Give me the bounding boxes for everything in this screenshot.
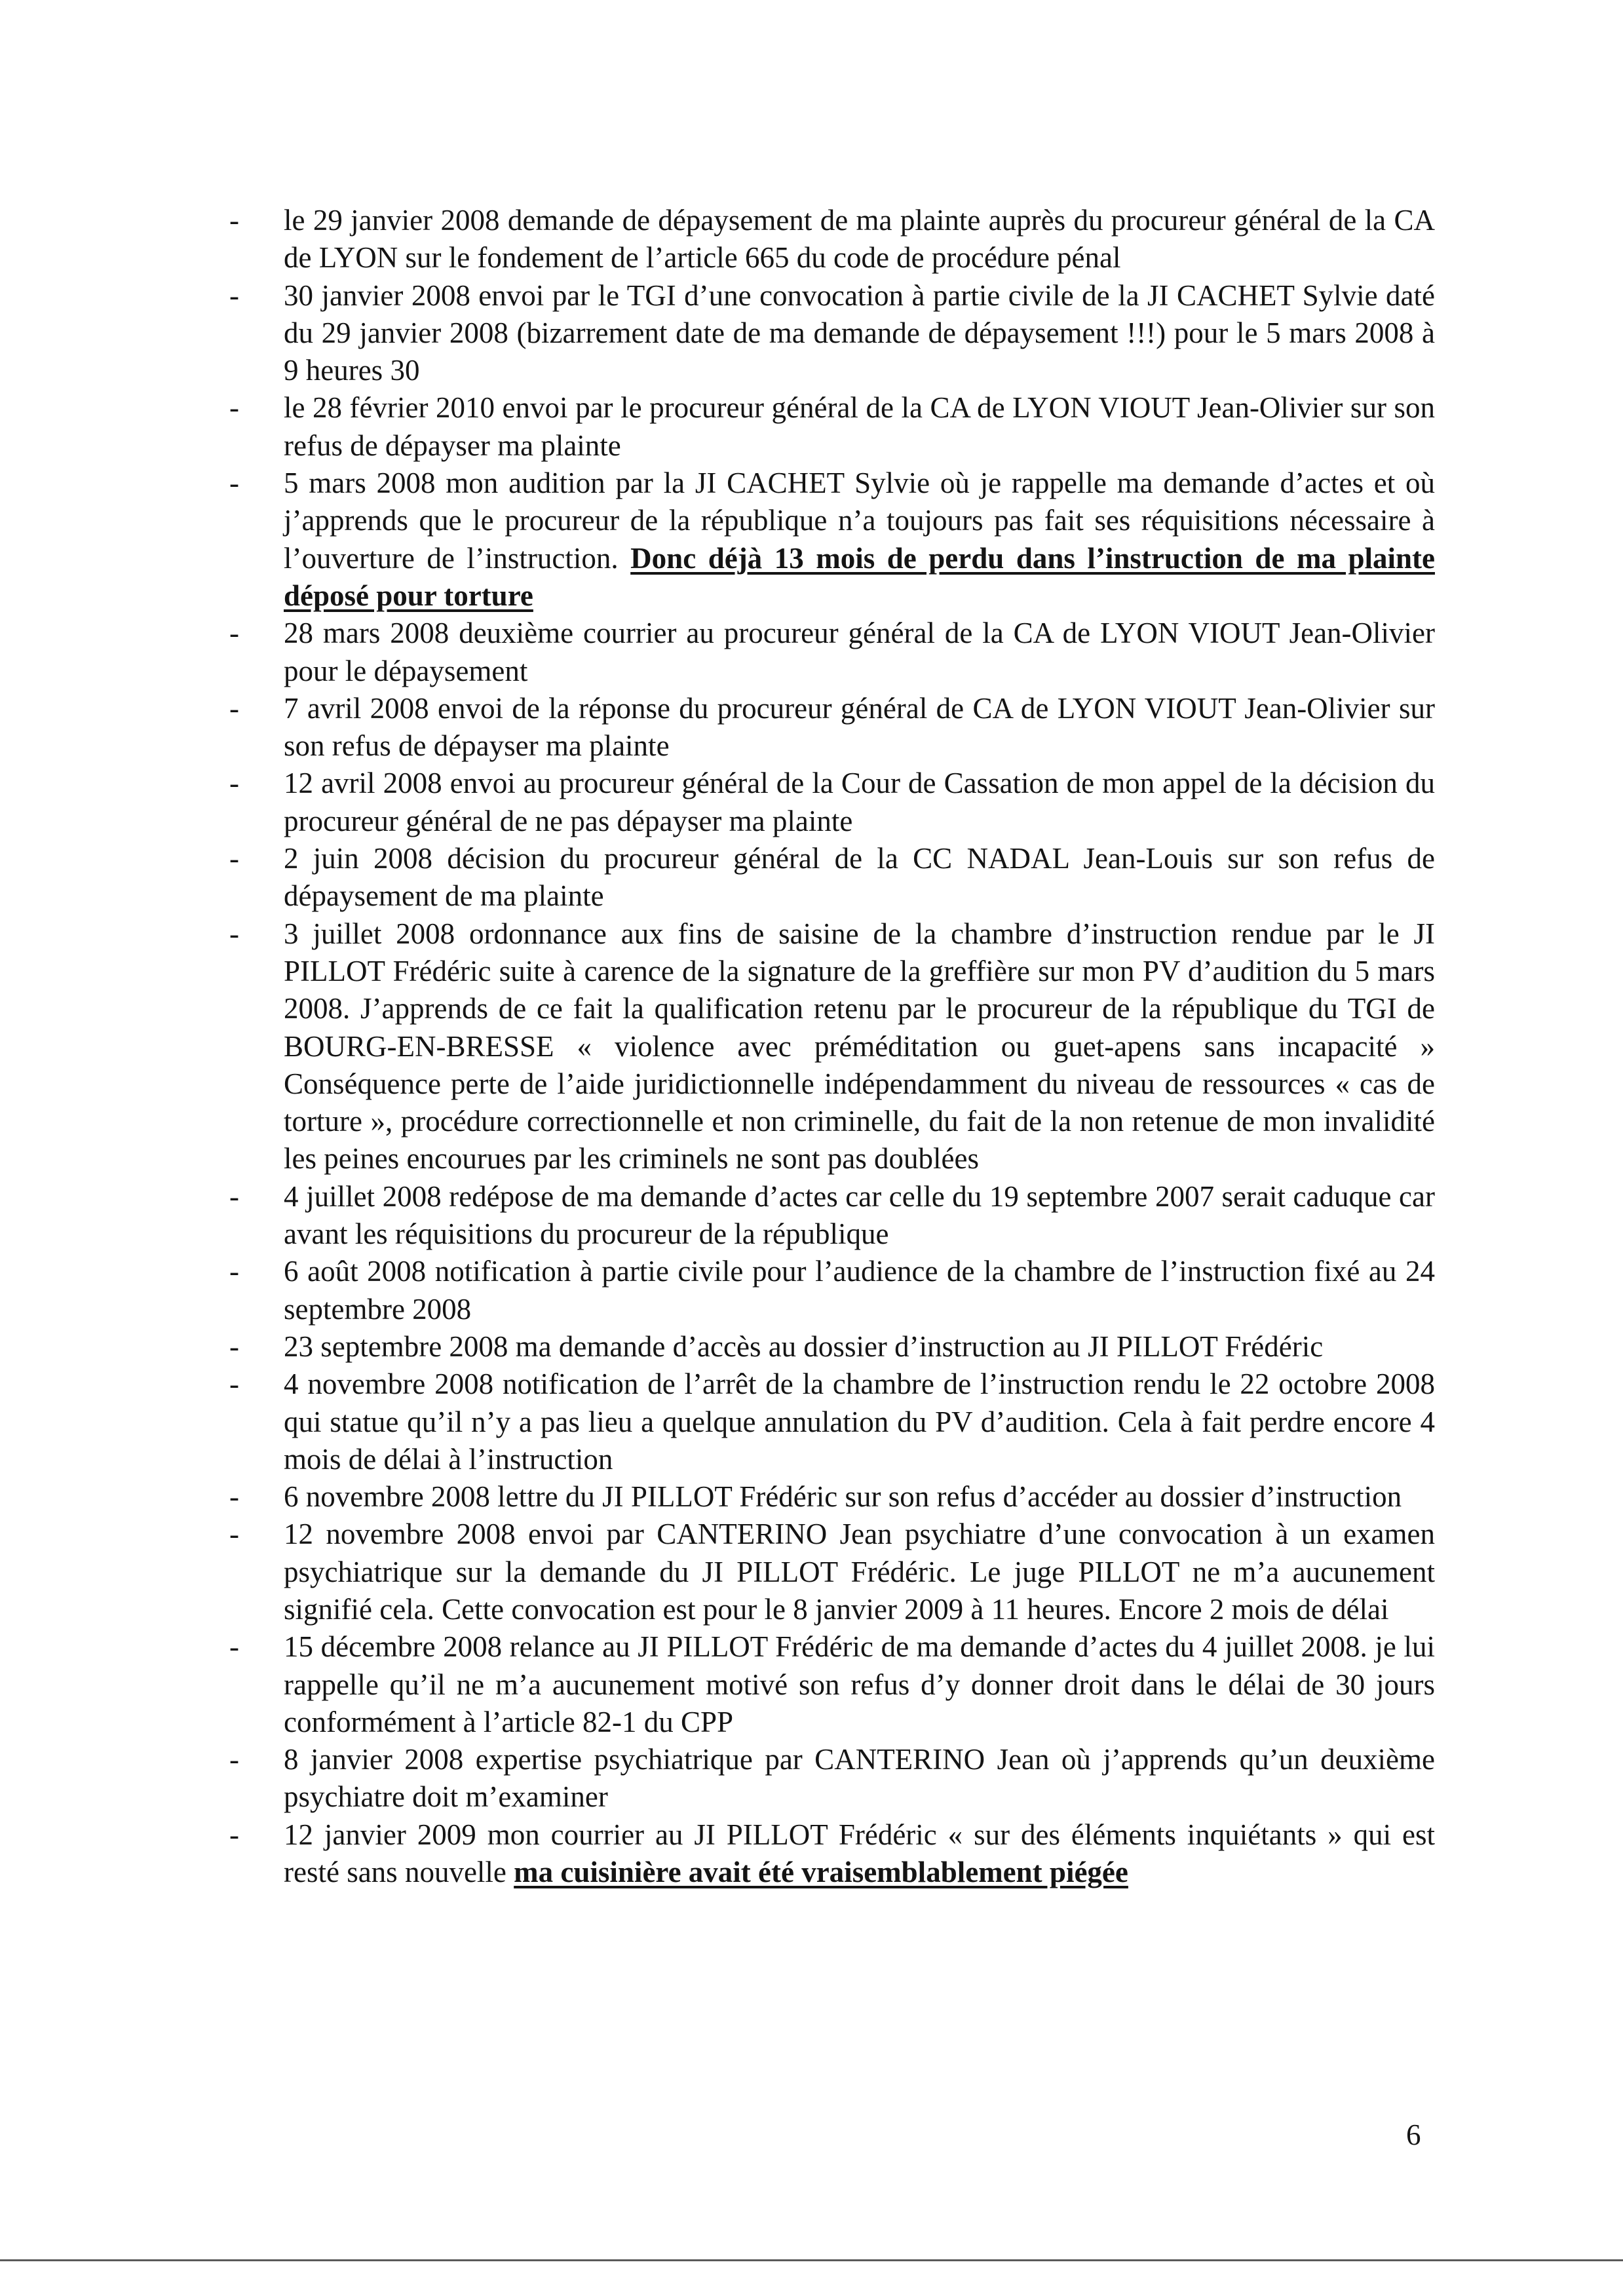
list-item-emphasis: ma cuisinière avait été vraisemblablement piégée [514,1856,1128,1889]
list-item-text: 4 juillet 2008 redépose de ma demande d’actes car celle du 19 septembre 2007 serait caduque car avant les réquisitions du procureur de la république [284,1179,1435,1251]
list-dash: - [229,1818,239,1851]
list-dash: - [229,917,239,950]
list-item [229,465,1435,615]
list-item-text: 15 décembre 2008 relance au JI PILLOT Frédéric de ma demande d’actes du 4 juillet 2008. je lui rappelle qu’il ne m’a aucunement motivé son refus d’y donner droit dans le délai de 30 jours conformément à l’article 82-1 du CPP [284,1630,1435,1738]
list-item [229,389,1435,465]
list-item [229,1628,1435,1741]
list-item-text: le 28 février 2010 envoi par le procureur général de la CA de LYON VIOUT Jean-Olivier sur son refus de dépayser ma plainte [284,391,1435,462]
list-item [229,915,1435,1178]
list-item-text: 4 novembre 2008 notification de l’arrêt de la chambre de l’instruction rendu le 22 octobre 2008 qui statue qu’il n’y a pas lieu a quelque annulation du PV d’audition. Cela à fait perdre encore 4 mois de délai à l’instruction [284,1368,1435,1476]
list-item-text: 5 mars 2008 mon audition par la JI CACHET Sylvie où je rappelle ma demande d’actes et où j’apprends que le procureur de la république n’a toujours pas fait ses réquisitions nécessaire à l’ouverture de l’instruction. [284,467,1435,575]
bottom-rule [0,2259,1623,2261]
list-item-text: 3 juillet 2008 ordonnance aux fins de saisine de la chambre d’instruction rendue par le JI PILLOT Frédéric suite à carence de la signature de la greffière sur mon PV d’audition du 5 mars 2008. J’apprends de ce fait la qualification retenu par le procureur de la république du TGI de BOURG-EN-BRESSE « violence avec préméditation ou guet-apens sans incapacité » Conséquence perte de l’aide juridictionnelle indépendamment du niveau de ressources « cas de torture », procédure correctionnelle et non criminelle, du fait de la non retenue de mon invalidité les peines encourues par les criminels ne sont pas doublées [284,917,1435,1176]
list-item-text: 6 novembre 2008 lettre du JI PILLOT Frédéric sur son refus d’accéder au dossier d’instruction [284,1480,1402,1514]
list-dash: - [229,617,239,650]
list-item-text: 7 avril 2008 envoi de la réponse du procureur général de CA de LYON VIOUT Jean-Olivier sur son refus de dépayser ma plainte [284,691,1435,763]
list-dash: - [229,204,239,237]
list-item [229,1178,1435,1253]
list-item-text: 8 janvier 2008 expertise psychiatrique par CANTERINO Jean où j’apprends qu’un deuxième psychiatre doit m’examiner [284,1743,1435,1814]
list-item [229,1516,1435,1628]
list-item-text: le 29 janvier 2008 demande de dépaysement de ma plainte auprès du procureur général de la CA de LYON sur le fondement de l’article 665 du code de procédure pénal [284,204,1435,275]
list-dash: - [229,691,239,725]
list-dash: - [229,1255,239,1288]
list-dash: - [229,1330,239,1363]
list-item-emphasis: Donc déjà 13 mois de perdu dans l’instruction de ma plainte déposé pour torture [284,541,1435,612]
list-item-text: 28 mars 2008 deuxième courrier au procureur général de la CA de LYON VIOUT Jean-Olivier pour le dépaysement [284,617,1435,687]
list-item [229,765,1435,840]
list-dash: - [229,1518,239,1551]
list-dash: - [229,1480,239,1514]
chronology-list [229,202,1435,1891]
list-item [229,840,1435,915]
list-dash: - [229,767,239,800]
list-item [229,1328,1435,1366]
list-item [229,1478,1435,1516]
list-item-text: 2 juin 2008 décision du procureur général de la CC NADAL Jean-Louis sur son refus de dépaysement de ma plainte [284,842,1435,913]
list-dash: - [229,278,239,312]
list-dash: - [229,1630,239,1664]
list-item [229,1741,1435,1816]
list-item [229,1253,1435,1328]
list-dash: - [229,391,239,425]
list-item [229,1816,1435,1892]
list-item [229,690,1435,765]
list-dash: - [229,467,239,500]
list-item-text: 6 août 2008 notification à partie civile pour l’audience de la chambre de l’instruction fixé au 24 septembre 2008 [284,1255,1435,1326]
list-item [229,277,1435,390]
list-dash: - [229,842,239,875]
list-item-text: 30 janvier 2008 envoi par le TGI d’une convocation à partie civile de la JI CACHET Sylvie daté du 29 janvier 2008 (bizarrement date de ma demande de dépaysement !!!) pour le 5 mars 2008 à 9 heures 30 [284,278,1435,387]
list-dash: - [229,1743,239,1776]
list-item [229,1366,1435,1478]
page-number: 6 [1406,2118,1421,2151]
list-dash: - [229,1179,239,1213]
list-item [229,615,1435,690]
list-item-text: 12 janvier 2009 mon courrier au JI PILLOT Frédéric « sur des éléments inquiétants » qui est resté sans nouvelle [284,1818,1435,1889]
list-item [229,202,1435,277]
list-item-text: 12 novembre 2008 envoi par CANTERINO Jean psychiatre d’une convocation à un examen psychiatrique sur la demande du JI PILLOT Frédéric. Le juge PILLOT ne m’a aucunement signifié cela. Cette convocation est pour le 8 janvier 2009 à 11 heures. Encore 2 mois de délai [284,1518,1435,1626]
list-item-text: 12 avril 2008 envoi au procureur général de la Cour de Cassation de mon appel de la décision du procureur général de ne pas dépayser ma plainte [284,767,1435,837]
list-dash: - [229,1368,239,1401]
list-item-text: 23 septembre 2008 ma demande d’accès au dossier d’instruction au JI PILLOT Frédéric [284,1330,1324,1363]
